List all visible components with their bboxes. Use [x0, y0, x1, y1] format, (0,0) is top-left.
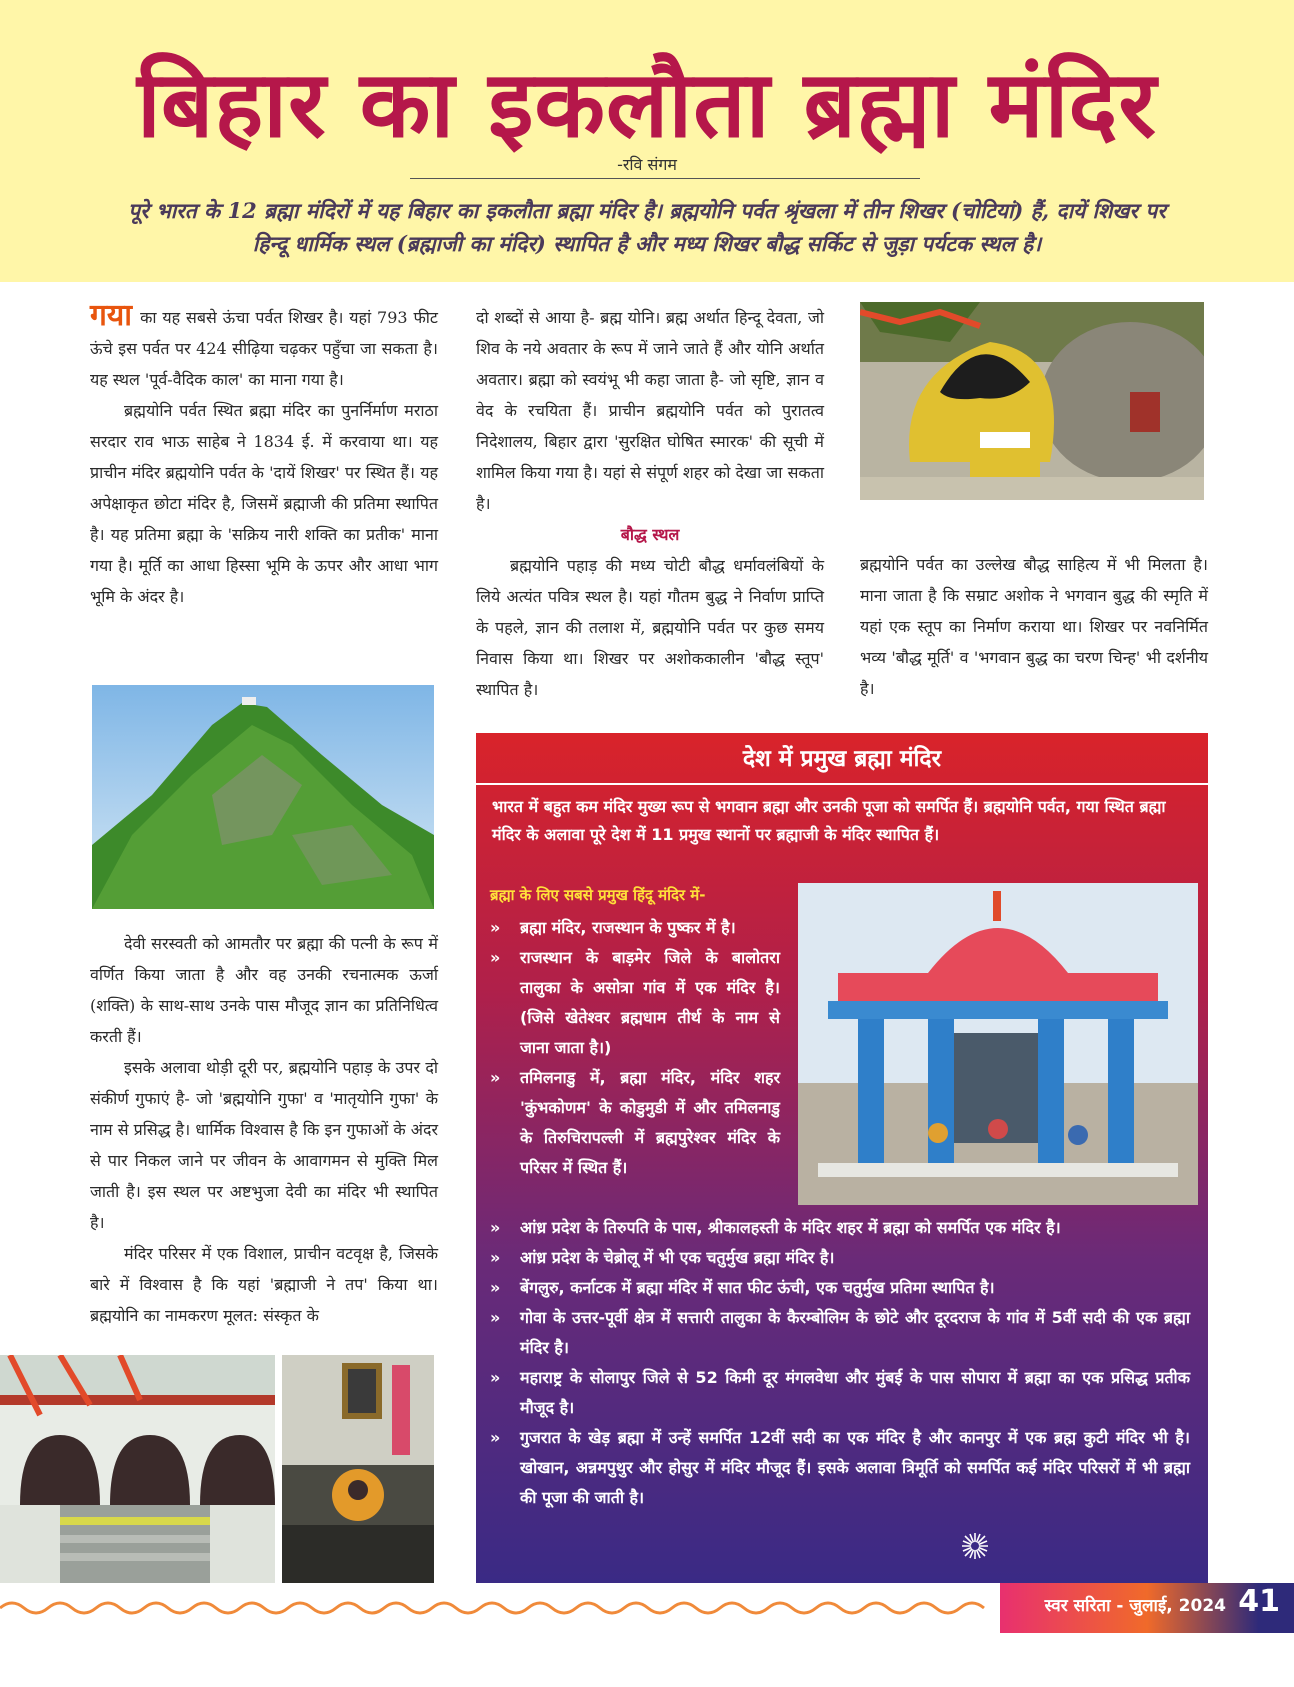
col2-para-2: ब्रह्मयोनि पहाड़ की मध्य चोटी बौद्ध धर्मावलंबियों के लिये अत्यंत पवित्र स्थल है। यहां गौतम बुद्ध ने निर्वाण प्राप्ति के पहले, ज्ञान की तलाश में, ब्रह्मयोनि पर्वत पर कुछ समय निवास किया था। शिखर पर अशोककालीन 'बौद्ध स्तूप' स्थापित है। [476, 556, 824, 699]
dropcap: गया [90, 298, 133, 333]
cave-shrine-photo [282, 1355, 434, 1583]
col1-para-5: मंदिर परिसर में एक विशाल, प्राचीन वटवृक्ष है, जिसके बारे में विश्वास है कि यहां 'ब्रह्माजी ने तप' किया था। ब्रह्मयोनि का नामकरण मूलत: संस्कृत के [90, 1244, 438, 1325]
magazine-name: स्वर सरिता - जुलाई, 2024 [1044, 1596, 1226, 1616]
list-item: » महाराष्ट्र के सोलापुर जिले से 52 किमी दूर मंगलवेधा और मुंबई के पास सोपारा में ब्रह्मा का एक प्रसिद्ध प्रतीक मौजूद है। [490, 1368, 1190, 1417]
col1-para-4: इसके अलावा थोड़ी दूरी पर, ब्रह्मयोनि पहाड़ के उपर दो संकीर्ण गुफाएं है- जो 'ब्रह्मयोनि गुफा' व 'मातृयोनि गुफा' के नाम से प्रसिद्ध है। धार्मिक विश्वास है कि इन गुफाओं के अंदर से पार निकल जाने पर जीवन के आवागमन से मुक्ति मिल जाती है। इस स्थल पर अष्टभुजा देवी का मंदिर भी स्थापित है। [90, 1058, 438, 1232]
box-title: देश में प्रमुख ब्रह्मा मंदिर [742, 746, 942, 772]
box-intro: भारत में बहुत कम मंदिर मुख्य रूप से भगवान ब्रह्मा और उनकी पूजा को समर्पित हैं। ब्रह्मयोनि पर्वत, गया स्थित ब्रह्मा मंदिर के अलावा पूरे देश में 11 प्रमुख स्थानों पर ब्रह्माजी के मंदिर स्थापित हैं। [492, 797, 1166, 844]
col3-para-1: ब्रह्मयोनि पर्वत का उल्लेख बौद्ध साहित्य में भी मिलता है। माना जाता है कि सम्राट अशोक ने भगवान बुद्ध की स्मृति में यहां एक स्तूप का निर्माण कराया था। शिखर पर नवनिर्मित भव्य 'बौद्ध मूर्ति' व 'भगवान बुद्ध का चरण चिन्ह' भी दर्शनीय है। [860, 555, 1208, 698]
column-1-bottom [90, 928, 438, 1331]
col1-para-1: का यह सबसे ऊंचा पर्वत शिखर है। यहां 793 फीट ऊंचे इस पर्वत पर 424 सीढ़िया चढ़कर पहुँचा जा सकता है। यह स्थल 'पूर्व-वैदिक काल' का माना गया है। [90, 308, 438, 389]
list-item: » बेंगलुरु, कर्नाटक में ब्रह्मा मंदिर में सात फीट ऊंची, एक चतुर्मुख प्रतिमा स्थापित है। [490, 1278, 995, 1297]
article-title: बिहार का इकलौता ब्रह्मा मंदिर [137, 51, 1157, 158]
article-deck: पूरे भारत के 12 ब्रह्मा मंदिरों में यह बिहार का इकलौता ब्रह्मा मंदिर है। ब्रह्मयोनि पर्वत श्रृंखला में तीन शिखर (चोटियां) हैं, दायें शिखर पर हिन्दू धार्मिक स्थल (ब्रह्माजी का मंदिर) स्थापित है और मध्य शिखर बौद्ध सर्किट से जुड़ा पर्यटक स्थल है। [128, 198, 1166, 256]
pushkar-temple-photo [798, 883, 1198, 1205]
box-wide-list [490, 1213, 1190, 1513]
byline-rule [410, 178, 920, 179]
box-subheading: ब्रह्मा के लिए सबसे प्रमुख हिंदू मंदिर में- [490, 886, 706, 904]
list-item: » तमिलनाडु में, ब्रह्मा मंदिर, मंदिर शहर 'कुंभकोणम' के कोडुमुडी में और तमिलनाडु के तिरुचिरापल्ली में ब्रह्मपुरेश्वर मंदिर के परिसर में स्थित हैं। [490, 1068, 780, 1177]
temples-sidebar-box [476, 733, 1208, 1583]
column-2 [476, 302, 824, 705]
box-title-rule [476, 783, 1208, 785]
box-narrow-list [490, 913, 780, 1183]
sunburst-icon [960, 1531, 990, 1561]
column-1-top [90, 298, 438, 612]
list-item: » गोवा के उत्तर-पूर्वी क्षेत्र में सत्तारी तालुका के कैरम्बोलिम के छोटे और दूरदराज के गांव में 5वीं सदी की एक ब्रह्मा मंदिर है। [490, 1308, 1190, 1357]
author-byline: -रवि संगम [617, 155, 677, 174]
col1-para-3: देवी सरस्वती को आमतौर पर ब्रह्मा की पत्नी के रूप में वर्णित किया जाता है और वह उनकी रचनात्मक ऊर्जा (शक्ति) के साथ-साथ उनके पास मौजूद ज्ञान का प्रतिनिधित्व करती हैं। [90, 934, 438, 1046]
col2-subhead: बौद्ध स्थल [620, 525, 680, 544]
shrine-photo [860, 302, 1204, 500]
col2-para-1: दो शब्दों से आया है- ब्रह्म योनि। ब्रह्म अर्थात हिन्दू देवता, जो शिव के नये अवतार के रूप में जाने जाते हैं और योनि अर्थात अवतार। ब्रह्मा को स्वयंभू भी कहा जाता है- जो सृष्टि, ज्ञान व वेद के रचयिता हैं। प्राचीन ब्रह्मयोनि पर्वत को पुरातत्व निदेशालय, बिहार द्वारा 'सुरक्षित घोषित स्मारक' की सूची में शामिल किया गया है। यहां से संपूर्ण शहर को देखा जा सकता है। [476, 308, 824, 513]
column-3 [860, 549, 1208, 704]
col1-para-2: ब्रह्मयोनि पर्वत स्थित ब्रह्मा मंदिर का पुनर्निर्माण मराठा सरदार राव भाऊ साहेब ने 1834 ई. में करवाया था। यह प्राचीन मंदिर ब्रह्मयोनि पर्वत के 'दायें शिखर' पर स्थित हैं। यह अपेक्षाकृत छोटा मंदिर है, जिसमें ब्रह्माजी की प्रतिमा स्थापित है। यह प्रतिमा ब्रह्मा के 'सक्रिय नारी शक्ति का प्रतीक' माना गया है। मूर्ति का आधा हिस्सा भूमि के ऊपर और आधा भाग भूमि के अंदर है। [90, 401, 438, 606]
list-item: » ब्रह्मा मंदिर, राजस्थान के पुष्कर में है। [490, 918, 736, 937]
list-item: » गुजरात के खेड़ ब्रह्मा में उन्हें समर्पित 12वीं सदी का एक मंदिर है और कानपुर में एक ब्रह्म कुटी मंदिर भी है। खोखान, अन्नमपुथुर और होसुर में मंदिर मौजूद हैं। इसके अलावा त्रिमूर्ति को समर्पित कई मंदिर परिसरों में भी ब्रह्मा की पूजा की जाती है। [490, 1428, 1190, 1507]
temple-steps-photo [0, 1355, 275, 1583]
list-item: » आंध्र प्रदेश के चेब्रोलू में भी एक चतुर्मुख ब्रह्मा मंदिर है। [490, 1248, 835, 1267]
hill-photo [92, 685, 434, 909]
list-item: » आंध्र प्रदेश के तिरुपति के पास, श्रीकालहस्ती के मंदिर शहर में ब्रह्मा को समर्पित एक मंदिर है। [490, 1218, 1061, 1237]
article-header [0, 0, 1294, 282]
list-item: » राजस्थान के बाड़मेर जिले के बालोतरा तालुका के असोत्रा गांव में एक मंदिर है। (जिसे खेतेश्वर ब्रह्मधाम तीर्थ के नाम से जाना जाता है।) [490, 948, 780, 1057]
page-number: 41 [1238, 1584, 1280, 1619]
footer-ornament [0, 1598, 1000, 1618]
